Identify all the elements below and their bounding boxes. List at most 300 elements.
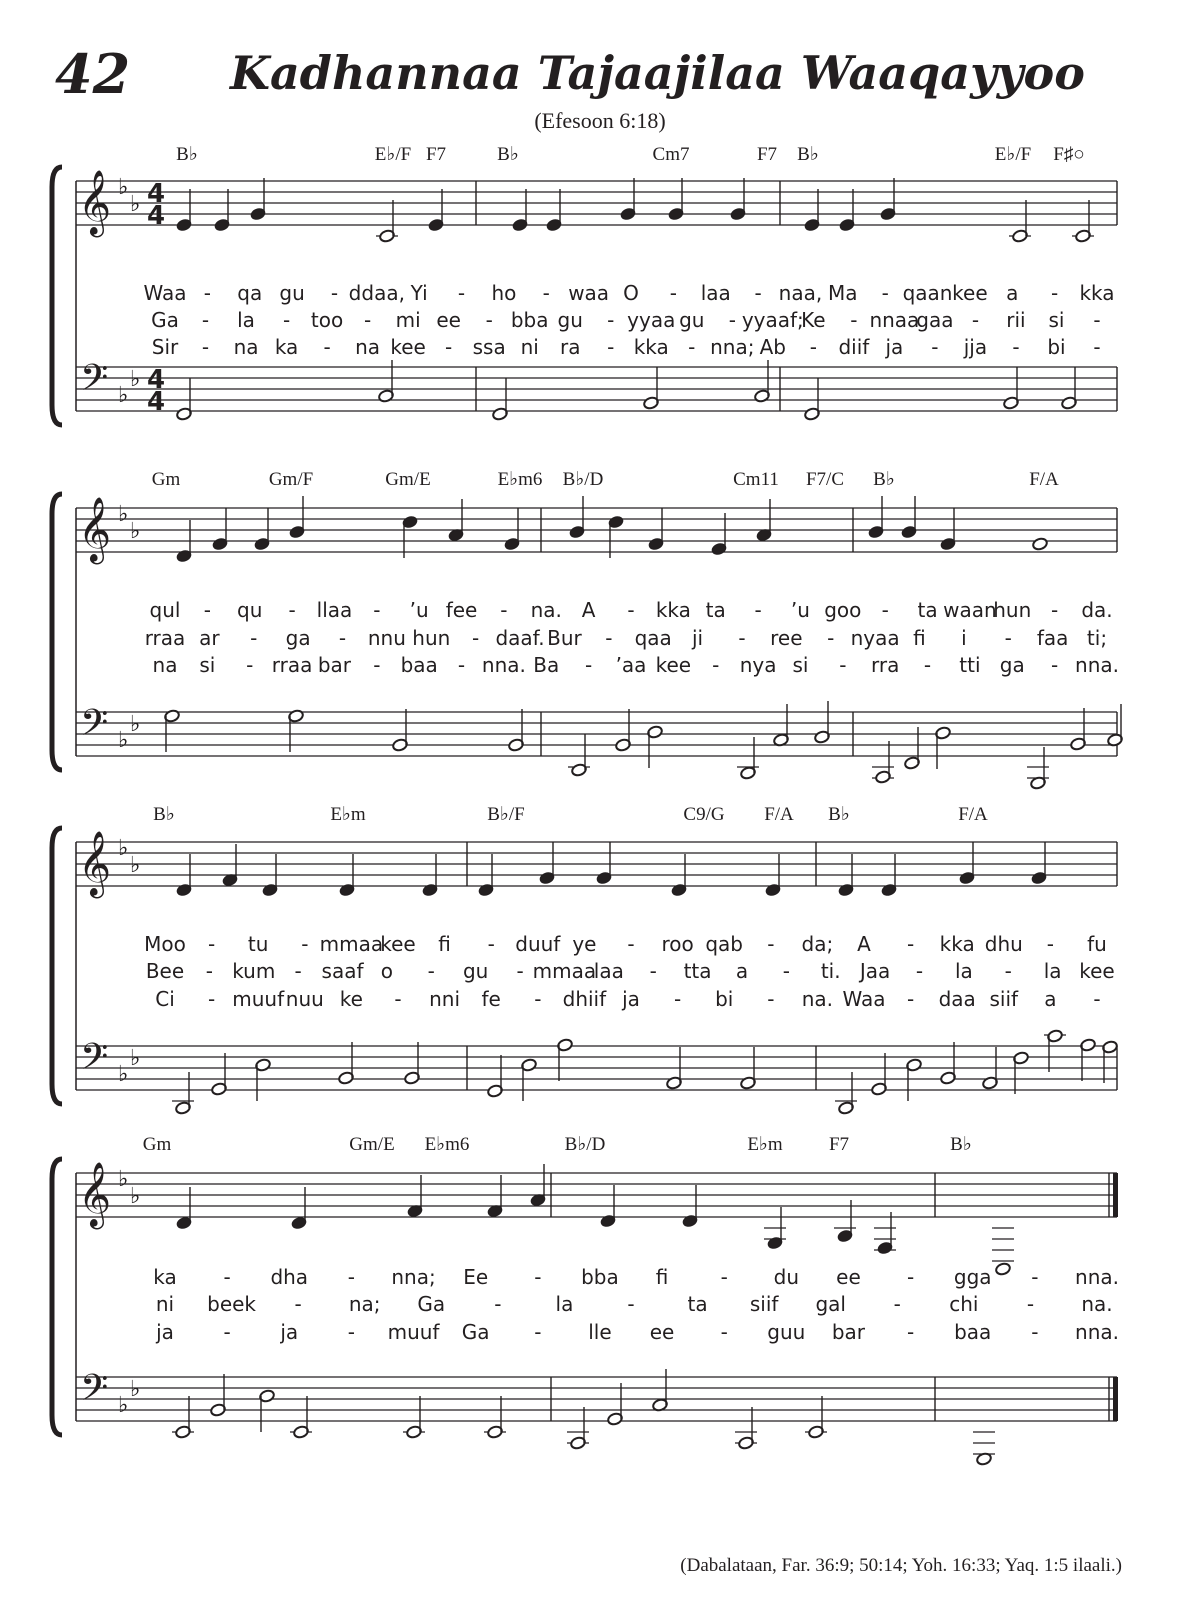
lyric-syllable: - bbox=[1012, 335, 1020, 359]
lyric-syllable: beek bbox=[207, 1292, 257, 1316]
lyric-syllable: laa bbox=[700, 281, 731, 305]
lyric-syllable: mmaa bbox=[319, 932, 384, 956]
lyric-syllable: - bbox=[1004, 626, 1012, 650]
lyric-syllable: bar bbox=[831, 1320, 866, 1344]
lyric-syllable: - bbox=[1031, 1265, 1039, 1289]
chord-symbol: Gm/F bbox=[268, 469, 314, 490]
lyric-syllable: - bbox=[906, 1265, 915, 1289]
key-flat-icon: ♭ bbox=[118, 1167, 129, 1192]
lyric-syllable: - bbox=[627, 598, 635, 622]
lyric-syllable: bba bbox=[510, 308, 549, 332]
lyric-syllable: la bbox=[1043, 959, 1062, 983]
key-flat-icon: ♭ bbox=[130, 853, 141, 878]
lyric-syllable: - bbox=[1046, 932, 1055, 956]
lyric-syllable: Ga bbox=[461, 1320, 490, 1344]
bass-clef-icon: 𝄢 bbox=[80, 1367, 109, 1418]
lyric-syllable: Bur bbox=[547, 626, 582, 650]
lyric-syllable: - bbox=[427, 959, 435, 983]
lyric-syllable: na bbox=[233, 335, 259, 359]
lyric-syllable: ree bbox=[770, 626, 803, 650]
lyric-syllable: ja bbox=[280, 1320, 299, 1344]
chord-symbol: Gm/E bbox=[385, 469, 431, 490]
lyric-syllable: Waa bbox=[842, 987, 886, 1011]
lyric-syllable: qaan bbox=[902, 281, 953, 305]
lyric-syllable: - bbox=[487, 932, 495, 956]
lyric-syllable: nyaa bbox=[850, 626, 900, 650]
system-bracket bbox=[52, 167, 62, 425]
lyric-syllable: qaa bbox=[634, 626, 672, 650]
lyric-syllable: kee bbox=[655, 653, 692, 677]
lyric-syllable: - bbox=[712, 653, 720, 677]
lyric-syllable: o bbox=[380, 959, 394, 983]
lyric-syllable: la bbox=[555, 1292, 574, 1316]
lyric-syllable: - bbox=[839, 653, 847, 677]
lyric-syllable: ho bbox=[491, 281, 517, 305]
scripture-reference: (Efesoon 6:18) bbox=[534, 108, 666, 133]
lyric-syllable: kka bbox=[1079, 281, 1115, 305]
lyric-syllable: - bbox=[1004, 959, 1012, 983]
lyric-syllable: fee bbox=[445, 598, 478, 622]
chord-symbol: C9/G bbox=[683, 804, 725, 825]
lyric-syllable: nna. bbox=[1075, 1320, 1119, 1344]
lyric-syllable: - bbox=[373, 598, 381, 622]
lyric-syllable: - bbox=[720, 1265, 728, 1289]
lyric-syllable: - bbox=[201, 335, 210, 359]
chord-symbol: B♭ bbox=[176, 144, 198, 165]
lyric-syllable: - bbox=[205, 959, 213, 983]
lyric-syllable: rraa bbox=[271, 653, 313, 677]
lyric-syllable: diif bbox=[838, 335, 870, 359]
bass-clef-icon: 𝄢 bbox=[80, 1036, 109, 1087]
lyric-syllable: qa bbox=[237, 281, 263, 305]
lyric-syllable: - bbox=[673, 987, 682, 1011]
lyric-syllable: - bbox=[906, 1320, 915, 1344]
lyric-syllable: nna. bbox=[481, 653, 526, 677]
system-bracket bbox=[52, 828, 62, 1104]
lyric-syllable: dhu bbox=[984, 932, 1023, 956]
lyric-syllable: a bbox=[735, 959, 749, 983]
lyric-syllable: la bbox=[237, 308, 255, 332]
lyric-syllable: siif bbox=[749, 1292, 779, 1316]
lyric-syllable: - bbox=[881, 598, 889, 622]
lyric-syllable: kee bbox=[1079, 959, 1115, 983]
lyric-syllable: kee bbox=[380, 932, 416, 956]
lyric-syllable: - bbox=[338, 626, 347, 650]
lyric-syllable: na bbox=[355, 335, 381, 359]
lyric-syllable: - bbox=[1093, 308, 1101, 332]
lyric-syllable: kka bbox=[939, 932, 975, 956]
lyric-syllable: naa, bbox=[778, 281, 823, 305]
key-flat-icon: ♭ bbox=[118, 1393, 129, 1418]
lyric-syllable: - bbox=[534, 987, 542, 1011]
lyric-syllable: - bbox=[827, 626, 835, 650]
chord-symbol: Gm/E bbox=[349, 1134, 395, 1155]
bass-clef-icon: 𝄢 bbox=[80, 702, 109, 753]
lyric-syllable: na; bbox=[348, 1292, 381, 1316]
lyric-syllable: ti. bbox=[820, 959, 841, 983]
key-flat-icon: ♭ bbox=[118, 383, 129, 408]
chord-symbol: F/A bbox=[764, 804, 794, 825]
lyric-syllable: waa bbox=[568, 281, 610, 305]
cross-references: (Dabalataan, Far. 36:9; 50:14; Yoh. 16:33; Yaq. 1:5 ilaali.) bbox=[680, 1555, 1122, 1576]
lyric-syllable: da. bbox=[1081, 598, 1113, 622]
lyric-syllable: mmaa bbox=[532, 959, 597, 983]
lyric-syllable: Ab bbox=[759, 335, 787, 359]
chord-symbol: E♭m6 bbox=[424, 1134, 470, 1155]
lyric-syllable: fi bbox=[913, 626, 926, 650]
lyric-syllable: - bbox=[649, 959, 657, 983]
lyric-syllable: - bbox=[330, 281, 339, 305]
key-flat-icon: ♭ bbox=[118, 175, 129, 200]
chord-symbol: B♭ bbox=[950, 1134, 972, 1155]
lyric-syllable: - bbox=[1051, 281, 1059, 305]
lyric-syllable: - bbox=[893, 1292, 901, 1316]
key-flat-icon: ♭ bbox=[118, 836, 129, 861]
lyric-syllable: ra bbox=[559, 335, 581, 359]
treble-clef-icon: 𝄞 bbox=[78, 497, 112, 562]
lyric-syllable: mi bbox=[395, 308, 421, 332]
lyric-syllable: nna; bbox=[710, 335, 755, 359]
lyric-syllable: Yi bbox=[410, 281, 428, 305]
lyric-syllable: - bbox=[485, 308, 493, 332]
lyric-syllable: - bbox=[809, 335, 817, 359]
lyric-syllable: - bbox=[627, 932, 635, 956]
lyric-syllable: da; bbox=[801, 932, 834, 956]
song-number: 42 bbox=[55, 42, 131, 106]
lyric-syllable: kum bbox=[232, 959, 276, 983]
lyric-syllable: Bee bbox=[145, 959, 185, 983]
lyric-syllable: fi bbox=[655, 1265, 669, 1289]
lyric-syllable: ar bbox=[199, 626, 220, 650]
chord-symbol: E♭m bbox=[747, 1134, 783, 1155]
chord-symbol: B♭/D bbox=[562, 469, 604, 490]
lyric-syllable: - bbox=[607, 335, 615, 359]
lyric-syllable: - bbox=[542, 281, 550, 305]
lyric-syllable: - bbox=[394, 987, 402, 1011]
lyric-syllable: - bbox=[1093, 987, 1101, 1011]
lyric-syllable: - bbox=[754, 598, 762, 622]
chord-symbol: B♭ bbox=[797, 144, 819, 165]
system-bracket bbox=[52, 1159, 62, 1435]
lyric-syllable: - bbox=[347, 1320, 356, 1344]
lyric-syllable: bba bbox=[581, 1265, 619, 1289]
lyric-syllable: - bbox=[728, 308, 736, 332]
lyric-syllable: - bbox=[1093, 335, 1101, 359]
lyric-syllable: Ba bbox=[533, 653, 560, 677]
key-flat-icon: ♭ bbox=[118, 502, 129, 527]
lyric-syllable: nna. bbox=[1075, 653, 1119, 677]
lyric-syllable: laa bbox=[593, 959, 624, 983]
key-flat-icon: ♭ bbox=[118, 1062, 129, 1087]
chord-symbol: B♭ bbox=[873, 469, 895, 490]
lyric-syllable: - bbox=[923, 653, 932, 677]
lyric-syllable: yyaaf; bbox=[741, 308, 804, 332]
lyric-syllable: - bbox=[1031, 1320, 1039, 1344]
lyric-syllable: - bbox=[516, 959, 524, 983]
chord-symbol: F7 bbox=[756, 144, 778, 165]
lyric-syllable: ja bbox=[622, 987, 640, 1011]
lyric-syllable: - bbox=[323, 335, 331, 359]
lyric-syllable: - bbox=[607, 308, 615, 332]
lyric-syllable: baa bbox=[400, 653, 438, 677]
chord-symbol: Gm bbox=[151, 469, 181, 490]
lyric-syllable: ni bbox=[155, 1292, 175, 1316]
chord-symbol: F/A bbox=[958, 804, 988, 825]
lyric-syllable: si bbox=[1048, 308, 1065, 332]
lyric-syllable: kka bbox=[655, 598, 691, 622]
lyric-syllable: saaf bbox=[321, 959, 364, 983]
lyric-syllable: gu bbox=[557, 308, 583, 332]
lyric-syllable: qab bbox=[705, 932, 744, 956]
chord-symbol: E♭m6 bbox=[497, 469, 543, 490]
lyric-syllable: - bbox=[500, 598, 508, 622]
lyric-syllable: nna; bbox=[391, 1265, 436, 1289]
lyric-syllable: yyaa bbox=[627, 308, 676, 332]
lyric-syllable: - bbox=[906, 987, 915, 1011]
lyric-syllable: - bbox=[669, 281, 677, 305]
lyric-syllable: jja bbox=[963, 335, 988, 359]
chord-symbol: B♭/D bbox=[564, 1134, 606, 1155]
chord-symbol: E♭/F bbox=[994, 144, 1032, 165]
lyric-syllable: rii bbox=[1006, 308, 1026, 332]
chord-symbol: F7/C bbox=[805, 469, 845, 490]
chord-symbol: B♭ bbox=[828, 804, 850, 825]
lyric-syllable: nuu bbox=[285, 987, 324, 1011]
lyric-syllable: ke bbox=[339, 987, 363, 1011]
bass-clef-icon: 𝄢 bbox=[80, 357, 109, 408]
lyric-syllable: nni bbox=[429, 987, 461, 1011]
lyric-syllable: - bbox=[534, 1320, 542, 1344]
lyric-syllable: Moo bbox=[144, 932, 186, 956]
lyric-syllable: ja bbox=[885, 335, 904, 359]
lyric-syllable: tta bbox=[683, 959, 712, 983]
key-flat-icon: ♭ bbox=[130, 712, 141, 737]
chord-symbol: B♭ bbox=[497, 144, 519, 165]
lyric-syllable: Ga bbox=[151, 308, 179, 332]
lyric-syllable: - bbox=[1026, 1292, 1035, 1316]
time-signature-top: 4 bbox=[146, 365, 166, 395]
lyric-syllable: gal bbox=[815, 1292, 846, 1316]
lyric-syllable: - bbox=[881, 281, 889, 305]
lyric-syllable: - bbox=[294, 959, 302, 983]
lyric-syllable: fe bbox=[481, 987, 501, 1011]
time-signature-top: 4 bbox=[146, 179, 166, 209]
lyric-syllable: - bbox=[207, 932, 216, 956]
treble-notehead bbox=[995, 1262, 1012, 1276]
lyric-syllable: tti bbox=[959, 653, 981, 677]
lyric-syllable: - bbox=[782, 959, 790, 983]
key-flat-icon: ♭ bbox=[130, 367, 141, 392]
chord-symbol: E♭/F bbox=[374, 144, 412, 165]
treble-notehead bbox=[1032, 537, 1049, 551]
lyric-syllable: nnaa bbox=[869, 308, 920, 332]
lyric-syllable: O bbox=[623, 281, 639, 305]
lyric-syllable: - bbox=[534, 1265, 542, 1289]
lyric-syllable: siif bbox=[989, 987, 1019, 1011]
key-flat-icon: ♭ bbox=[130, 1184, 141, 1209]
lyric-syllable: kee bbox=[952, 281, 988, 305]
lyric-syllable: gu bbox=[462, 959, 489, 983]
lyric-syllable: la bbox=[954, 959, 973, 983]
lyric-syllable: guu bbox=[767, 1320, 806, 1344]
lyric-syllable: bi bbox=[1047, 335, 1066, 359]
lyric-syllable: gu bbox=[279, 281, 305, 305]
lyric-syllable: waan bbox=[943, 598, 997, 622]
chord-symbol: F7 bbox=[425, 144, 447, 165]
lyric-syllable: - bbox=[915, 959, 924, 983]
lyric-syllable: qul bbox=[149, 598, 181, 622]
lyric-syllable: i bbox=[961, 626, 967, 650]
lyric-syllable: - bbox=[223, 1265, 231, 1289]
lyric-syllable: Ma bbox=[828, 281, 858, 305]
lyric-syllable: Ci bbox=[155, 987, 175, 1011]
treble-clef-icon: 𝄞 bbox=[78, 1162, 112, 1227]
chord-symbol: Cm11 bbox=[733, 469, 779, 490]
treble-clef-icon: 𝄞 bbox=[78, 831, 112, 896]
lyric-syllable: daa bbox=[938, 987, 976, 1011]
lyric-syllable: - bbox=[472, 626, 480, 650]
lyric-syllable: ka bbox=[153, 1265, 177, 1289]
lyric-syllable: ssa bbox=[472, 335, 506, 359]
key-flat-icon: ♭ bbox=[130, 519, 141, 544]
lyric-syllable: - bbox=[688, 335, 696, 359]
lyric-syllable: hun bbox=[993, 598, 1032, 622]
lyric-syllable: - bbox=[250, 626, 258, 650]
lyric-syllable: - bbox=[585, 653, 593, 677]
key-flat-icon: ♭ bbox=[130, 1377, 141, 1402]
lyric-syllable: goo bbox=[824, 598, 862, 622]
lyric-syllable: na. bbox=[530, 598, 562, 622]
lyric-syllable: - bbox=[931, 335, 939, 359]
lyric-syllable: roo bbox=[661, 932, 694, 956]
time-signature-bottom: 4 bbox=[146, 201, 166, 231]
key-flat-icon: ♭ bbox=[118, 728, 129, 753]
lyric-syllable: ’u bbox=[790, 598, 810, 622]
lyric-syllable: - bbox=[850, 308, 858, 332]
lyric-syllable: - bbox=[738, 626, 746, 650]
lyric-syllable: - bbox=[627, 1292, 635, 1316]
lyric-syllable: nnu bbox=[367, 626, 406, 650]
lyric-syllable: ta bbox=[917, 598, 938, 622]
lyric-syllable: - bbox=[494, 1292, 502, 1316]
lyric-syllable: dha bbox=[270, 1265, 309, 1289]
lyric-syllable: - bbox=[457, 281, 466, 305]
lyric-syllable: Ee bbox=[463, 1265, 489, 1289]
lyric-syllable: ti; bbox=[1086, 626, 1108, 650]
final-barline-thick bbox=[1113, 1173, 1118, 1217]
lyric-syllable: - bbox=[373, 653, 381, 677]
lyric-syllable: - bbox=[207, 987, 216, 1011]
lyric-syllable: bar bbox=[317, 653, 352, 677]
lyric-syllable: - bbox=[246, 653, 254, 677]
lyric-syllable: na. bbox=[801, 987, 834, 1011]
lyric-syllable: A bbox=[581, 598, 596, 622]
lyric-syllable: ta bbox=[687, 1292, 708, 1316]
lyric-syllable: ja bbox=[156, 1320, 174, 1344]
final-barline-thick bbox=[1113, 1377, 1118, 1421]
lyric-syllable: - bbox=[754, 281, 762, 305]
lyric-syllable: - bbox=[445, 335, 453, 359]
lyric-syllable: - bbox=[347, 1265, 356, 1289]
lyric-syllable: ni bbox=[520, 335, 539, 359]
lyric-syllable: muuf bbox=[232, 987, 285, 1011]
lyric-syllable: gaa bbox=[916, 308, 954, 332]
lyric-syllable: ye bbox=[572, 932, 597, 956]
lyric-syllable: A bbox=[857, 932, 871, 956]
lyric-syllable: - bbox=[767, 932, 775, 956]
lyric-syllable: lle bbox=[588, 1320, 612, 1344]
lyric-syllable: - bbox=[971, 308, 980, 332]
lyric-syllable: - bbox=[201, 308, 210, 332]
lyric-syllable: rraa bbox=[144, 626, 186, 650]
lyric-syllable: duuf bbox=[515, 932, 561, 956]
lyric-syllable: - bbox=[282, 308, 291, 332]
chord-symbol: E♭m bbox=[330, 804, 366, 825]
lyric-syllable: na bbox=[152, 653, 178, 677]
lyric-syllable: daaf. bbox=[495, 626, 545, 650]
chord-symbol: B♭ bbox=[153, 804, 175, 825]
lyric-syllable: llaa bbox=[316, 598, 353, 622]
lyric-syllable: kka bbox=[633, 335, 669, 359]
lyric-syllable: - bbox=[294, 1292, 302, 1316]
lyric-syllable: fu bbox=[1087, 932, 1107, 956]
lyric-syllable: - bbox=[203, 281, 211, 305]
lyric-syllable: ee bbox=[649, 1320, 675, 1344]
lyric-syllable: na. bbox=[1081, 1292, 1113, 1316]
chord-symbol: Gm bbox=[142, 1134, 172, 1155]
lyric-syllable: Waa bbox=[143, 281, 187, 305]
lyric-syllable: - bbox=[767, 987, 775, 1011]
lyric-syllable: hun bbox=[412, 626, 451, 650]
chord-symbol: F7 bbox=[828, 1134, 850, 1155]
lyric-syllable: ’u bbox=[409, 598, 429, 622]
song-title: Kadhannaa Tajaajilaa Waaqayyoo bbox=[230, 46, 1085, 100]
lyric-syllable: rra bbox=[871, 653, 900, 677]
lyric-syllable: - bbox=[1051, 653, 1059, 677]
system-bracket bbox=[52, 494, 62, 770]
lyric-syllable: - bbox=[301, 932, 309, 956]
lyric-syllable: Sir bbox=[151, 335, 179, 359]
lyric-syllable: ta bbox=[705, 598, 726, 622]
lyric-syllable: a bbox=[1006, 281, 1019, 305]
time-signature-bottom: 4 bbox=[146, 387, 166, 417]
lyric-syllable: ka bbox=[274, 335, 299, 359]
lyric-syllable: si bbox=[792, 653, 809, 677]
lyric-syllable: too bbox=[310, 308, 344, 332]
lyric-syllable: dhiif bbox=[562, 987, 607, 1011]
lyric-syllable: Ga bbox=[417, 1292, 446, 1316]
lyric-syllable: - bbox=[288, 598, 296, 622]
chord-symbol: F/A bbox=[1029, 469, 1059, 490]
lyric-syllable: gga bbox=[953, 1265, 992, 1289]
lyric-syllable: muuf bbox=[387, 1320, 440, 1344]
lyric-syllable: kee bbox=[390, 335, 426, 359]
lyric-syllable: gu bbox=[679, 308, 705, 332]
chord-symbol: Cm7 bbox=[652, 144, 690, 165]
lyric-syllable: chi bbox=[949, 1292, 979, 1316]
lyric-syllable: - bbox=[203, 598, 211, 622]
treble-clef-icon: 𝄞 bbox=[78, 170, 112, 235]
lyric-syllable: si bbox=[199, 653, 216, 677]
lyric-syllable: ji bbox=[692, 626, 704, 650]
chord-symbol: F♯○ bbox=[1053, 144, 1085, 165]
lyric-syllable: baa bbox=[954, 1320, 992, 1344]
lyric-syllable: ee bbox=[836, 1265, 861, 1289]
lyric-syllable: - bbox=[720, 1320, 728, 1344]
lyric-syllable: Jaa bbox=[859, 959, 891, 983]
lyric-syllable: ee bbox=[436, 308, 461, 332]
lyric-syllable: qu bbox=[237, 598, 263, 622]
